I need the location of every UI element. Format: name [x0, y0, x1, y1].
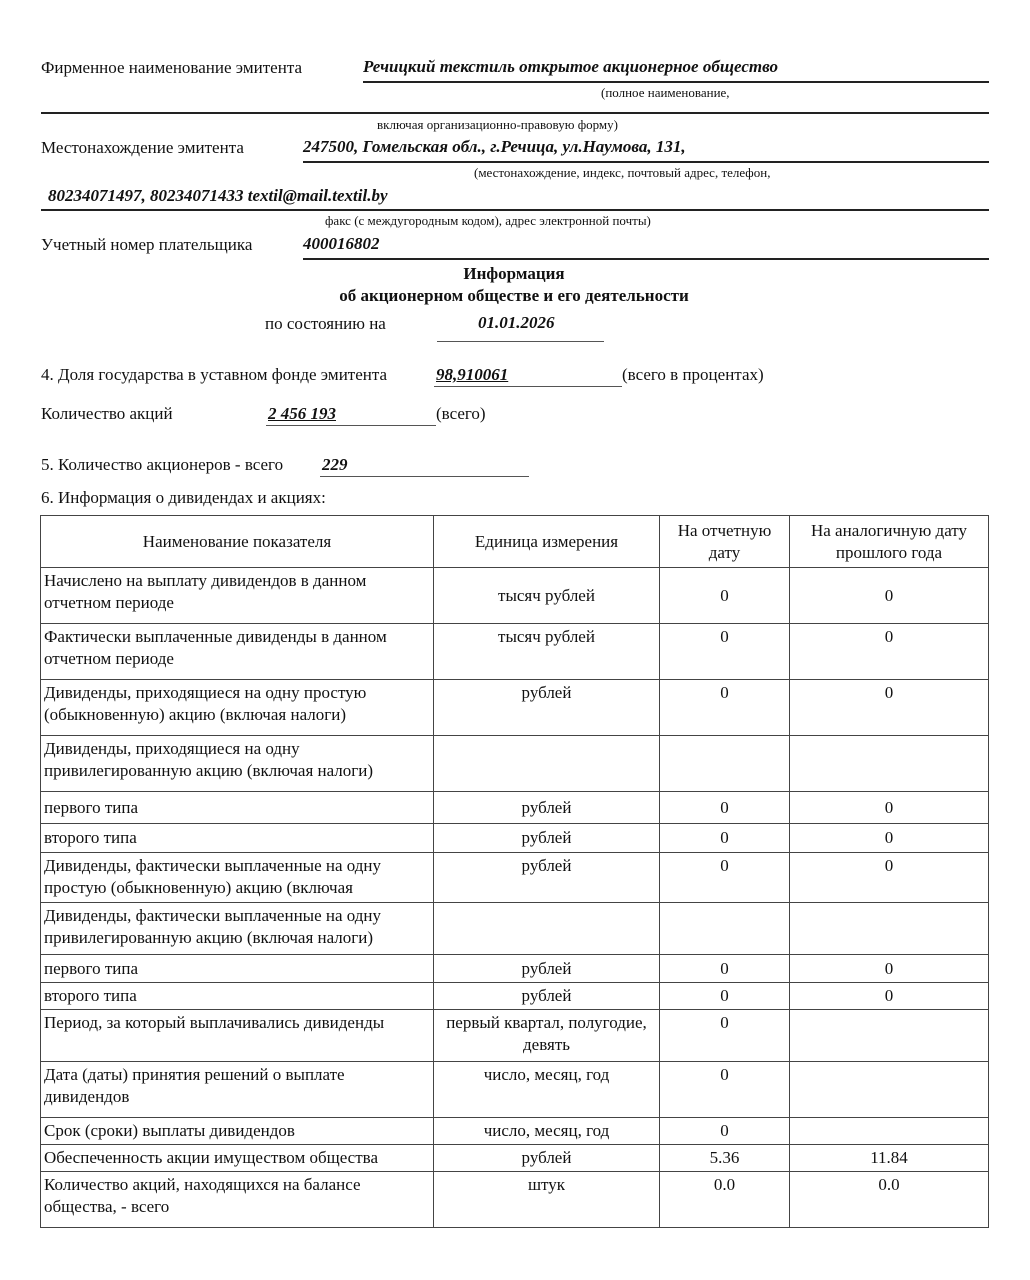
issuer-name-underline	[363, 81, 989, 83]
state-share-value: 98,910061	[436, 365, 509, 384]
row-current: 0	[660, 955, 790, 983]
location-value: 247500, Гомельская обл., г.Речица, ул.Наумова, 131,	[303, 137, 686, 156]
dividends-heading: 6. Информация о дивидендах и акциях:	[41, 488, 326, 507]
row-unit: рублей	[434, 792, 660, 824]
shareholders-underline	[320, 476, 529, 477]
issuer-name-label: Фирменное наименование эмитента	[41, 58, 303, 77]
doc-title: Информация	[463, 264, 565, 283]
row-previous: 0	[790, 983, 989, 1010]
row-indicator: Дата (даты) принятия решений о выплате дивидендов	[41, 1062, 434, 1118]
state-share-label: 4. Доля государства в уставном фонде эмитента	[41, 365, 388, 384]
row-unit	[434, 903, 660, 955]
issuer-name-hint-2: включая организационно-правовую форму)	[377, 117, 618, 132]
taxpayer-value: 400016802	[303, 234, 380, 253]
row-indicator: Количество акций, находящихся на балансе общества, - всего	[41, 1172, 434, 1228]
table-row	[41, 680, 989, 736]
row-unit: рублей	[434, 824, 660, 853]
table-row	[41, 792, 989, 824]
table-row	[41, 853, 989, 903]
dividends-table	[40, 515, 989, 1228]
table-row	[41, 1062, 989, 1118]
row-current: 0	[660, 624, 790, 680]
shares-label: Количество акций	[41, 404, 173, 423]
as-of-label: по состоянию на	[265, 314, 386, 333]
location-label: Местонахождение эмитента	[41, 138, 244, 157]
table-row	[41, 1145, 989, 1172]
location-underline	[303, 161, 989, 163]
row-current	[660, 736, 790, 792]
table-header-row	[41, 516, 989, 568]
table-row	[41, 824, 989, 853]
col-header-indicator: Наименование показателя	[41, 516, 434, 568]
row-indicator: Обеспеченность акции имуществом общества	[41, 1145, 434, 1172]
row-indicator: Фактически выплаченные дивиденды в данном отчетном периоде	[41, 624, 434, 680]
shareholders-label: 5. Количество акционеров - всего	[41, 455, 284, 474]
row-current: 5.36	[660, 1145, 790, 1172]
row-current: 0	[660, 568, 790, 624]
row-indicator: второго типа	[41, 824, 434, 853]
table-row	[41, 1172, 989, 1228]
col-header-current: На отчетную дату	[660, 516, 790, 568]
taxpayer-label: Учетный номер плательщика	[41, 235, 253, 254]
row-indicator: Начислено на выплату дивидендов в данном отчетном периоде	[41, 568, 434, 624]
issuer-name-underline-2	[41, 112, 989, 114]
shares-suffix: (всего)	[436, 404, 486, 423]
row-previous: 0.0	[790, 1172, 989, 1228]
row-indicator: второго типа	[41, 983, 434, 1010]
table-row	[41, 624, 989, 680]
row-current: 0	[660, 680, 790, 736]
row-previous: 0	[790, 624, 989, 680]
table-row	[41, 1010, 989, 1062]
table-row	[41, 903, 989, 955]
row-indicator: первого типа	[41, 792, 434, 824]
row-previous	[790, 1062, 989, 1118]
col-header-unit: Единица измерения	[434, 516, 660, 568]
as-of-underline	[437, 341, 604, 342]
row-unit: тысяч рублей	[434, 568, 660, 624]
row-previous: 11.84	[790, 1145, 989, 1172]
row-current: 0	[660, 792, 790, 824]
row-unit: штук	[434, 1172, 660, 1228]
row-indicator: Дивиденды, фактически выплаченные на одну простую (обыкновенную) акцию (включая	[41, 853, 434, 903]
row-unit: рублей	[434, 1145, 660, 1172]
table-row	[41, 736, 989, 792]
table-row	[41, 983, 989, 1010]
row-unit: тысяч рублей	[434, 624, 660, 680]
contacts-value: 80234071497, 80234071433 textil@mail.textil.by	[48, 186, 388, 205]
issuer-name-value: Речицкий текстиль открытое акционерное общество	[363, 57, 778, 76]
contacts-underline	[41, 209, 989, 211]
shareholders-value: 229	[322, 455, 348, 474]
row-previous: 0	[790, 792, 989, 824]
row-current: 0	[660, 1010, 790, 1062]
table-row	[41, 955, 989, 983]
location-hint-2: факс (с междугородным кодом), адрес электронной почты)	[325, 213, 651, 228]
row-indicator: Дивиденды, приходящиеся на одну простую (обыкновенную) акцию (включая налоги)	[41, 680, 434, 736]
row-unit: первый квартал, полугодие, девять	[434, 1010, 660, 1062]
row-current: 0	[660, 824, 790, 853]
state-share-suffix: (всего в процентах)	[622, 365, 764, 384]
row-unit	[434, 736, 660, 792]
row-indicator: Срок (сроки) выплаты дивидендов	[41, 1118, 434, 1145]
row-previous: 0	[790, 568, 989, 624]
taxpayer-underline	[303, 258, 989, 260]
col-header-previous: На аналогичную дату прошлого года	[790, 516, 989, 568]
issuer-name-hint-1: (полное наименование,	[601, 85, 730, 100]
row-previous: 0	[790, 824, 989, 853]
shares-value: 2 456 193	[268, 404, 336, 423]
row-current: 0	[660, 1118, 790, 1145]
row-unit: рублей	[434, 955, 660, 983]
shares-underline	[266, 425, 436, 426]
location-hint-1: (местонахождение, индекс, почтовый адрес, телефон,	[474, 165, 771, 180]
row-current: 0	[660, 983, 790, 1010]
row-unit: рублей	[434, 853, 660, 903]
row-indicator: Период, за который выплачивались дивиденды	[41, 1010, 434, 1062]
doc-subtitle: об акционерном обществе и его деятельности	[339, 286, 689, 305]
row-previous	[790, 903, 989, 955]
row-indicator: первого типа	[41, 955, 434, 983]
table-row	[41, 568, 989, 624]
row-current	[660, 903, 790, 955]
state-share-underline	[434, 386, 622, 387]
row-previous	[790, 1118, 989, 1145]
row-indicator: Дивиденды, приходящиеся на одну привилегированную акцию (включая налоги)	[41, 736, 434, 792]
row-previous	[790, 1010, 989, 1062]
row-previous: 0	[790, 680, 989, 736]
row-current: 0	[660, 1062, 790, 1118]
row-unit: рублей	[434, 983, 660, 1010]
row-unit: число, месяц, год	[434, 1062, 660, 1118]
row-unit: рублей	[434, 680, 660, 736]
row-current: 0	[660, 853, 790, 903]
row-previous: 0	[790, 955, 989, 983]
row-indicator: Дивиденды, фактически выплаченные на одну привилегированную акцию (включая налоги)	[41, 903, 434, 955]
as-of-date: 01.01.2026	[478, 313, 555, 332]
row-unit: число, месяц, год	[434, 1118, 660, 1145]
row-previous	[790, 736, 989, 792]
row-previous: 0	[790, 853, 989, 903]
row-current: 0.0	[660, 1172, 790, 1228]
table-row	[41, 1118, 989, 1145]
